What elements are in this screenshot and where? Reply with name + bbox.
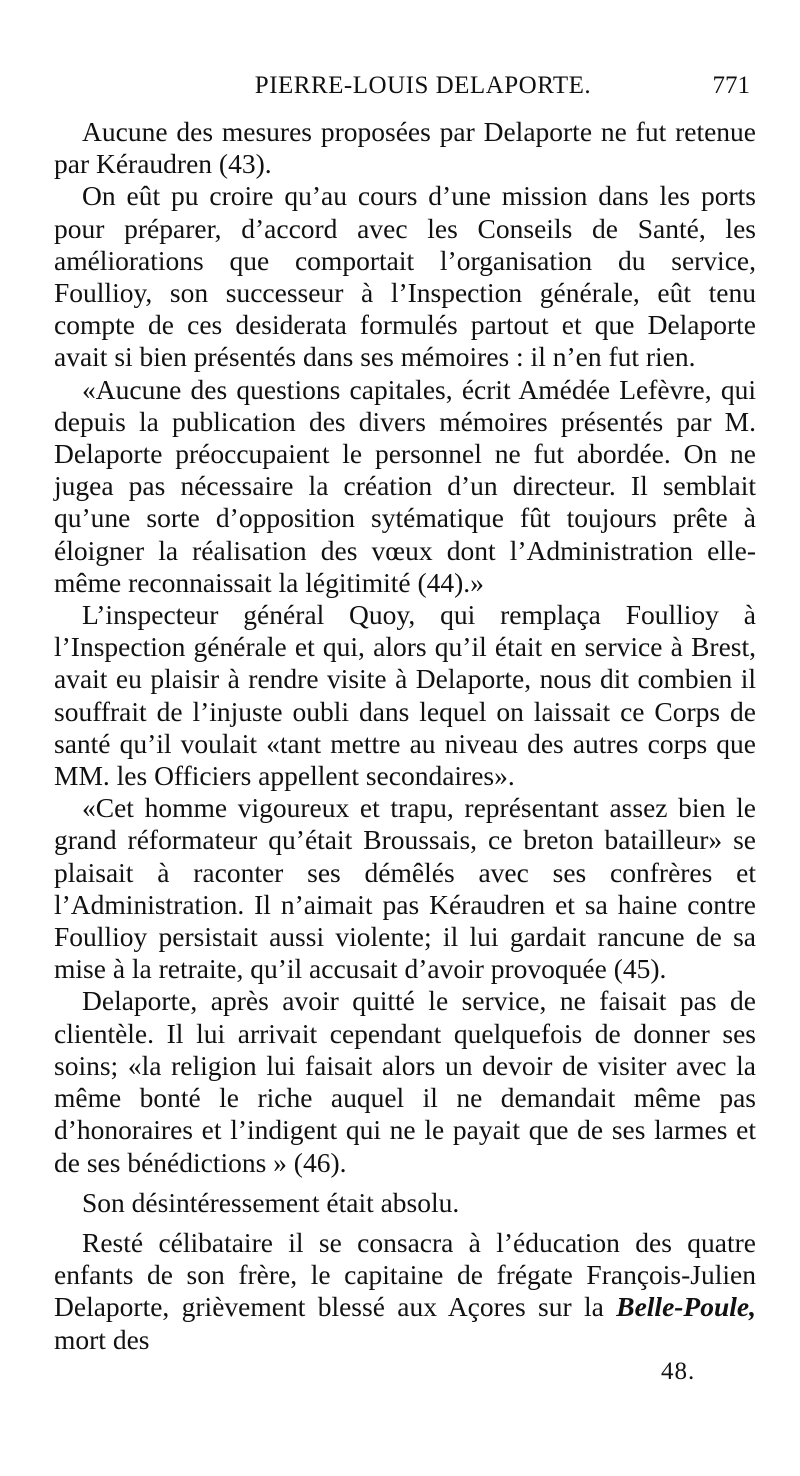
page-number: 771 [712, 72, 750, 99]
ship-name: Belle-Poule, [616, 1291, 756, 1323]
paragraph-8-text: Resté célibataire il se consacra à l’éducation des quatre enfants de son frère, le capitaine de frégate François-Julien Delaporte, grièvement blessé aux Açores sur la [54, 1226, 756, 1323]
paragraph-2: On eût pu croire qu’au cours d’une mission dans les ports pour préparer, d’accord avec les Conseils de Santé, les améliorations que comportait l’organisation du service, Foullioy, son successeur à l’Inspection générale, eût tenu compte de ces desiderata formulés partout et que Delaporte avait si bien présentés dans ses mémoires : il n’en fut rien. [54, 180, 756, 373]
paragraph-5: «Cet homme vigoureux et trapu, représentant assez bien le grand réformateur qu’était Broussais, ce breton batailleur» se plaisait à raconter ses démêlés avec ses confrères et l’Administration. Il n’aimait pas Kéraudren et sa haine contre Foullioy persistait aussi violente; il lui gardait rancune de sa mise à la retraite, qu’il accusait d’avoir provoquée (45). [54, 792, 756, 985]
paragraph-6: Delaporte, après avoir quitté le service, ne faisait pas de clientèle. Il lui arrivait cependant quelquefois de donner ses soins; «la religion lui faisait alors un devoir de visiter avec la même bonté le riche auquel il ne demandait même pas d’honoraires et l’indigent qui ne le payait que de ses larmes et de ses bénédictions » (46). [54, 985, 756, 1178]
running-head: PIERRE-LOUIS DELAPORTE. [254, 72, 592, 99]
body-text [54, 116, 756, 1356]
paragraph-8 [54, 1227, 756, 1356]
signature-mark: 48. [661, 1358, 696, 1385]
paragraph-1: Aucune des mesures proposées par Delaporte ne fut retenue par Kéraudren (43). [54, 116, 756, 180]
paragraph-7: Son désintéressement était absolu. [82, 1186, 460, 1218]
paragraph-3: «Aucune des questions capitales, écrit Amédée Lefèvre, qui depuis la publication des divers mémoires présentés par M. Delaporte préoccupaient le personnel ne fut abordée. On ne jugea pas nécessaire la création d’un directeur. Il semblait qu’une sorte d’opposition sytématique fût toujours prête à éloigner la réalisation des vœux dont l’Administration elle-même reconnaissait la légitimité (44).» [54, 373, 756, 598]
paragraph-4: L’inspecteur général Quoy, qui remplaça Foullioy à l’Inspection générale et qui, alors qu’il était en service à Brest, avait eu plaisir à rendre visite à Delaporte, nous dit combien il souffrait de l’injuste oubli dans lequel on laissait ce Corps de santé qu’il voulait «tant mettre au niveau des autres corps que MM. les Officiers appellent secondaires». [54, 599, 756, 792]
paragraph-8-tail: mort des [54, 1323, 150, 1355]
page-header [54, 72, 756, 112]
